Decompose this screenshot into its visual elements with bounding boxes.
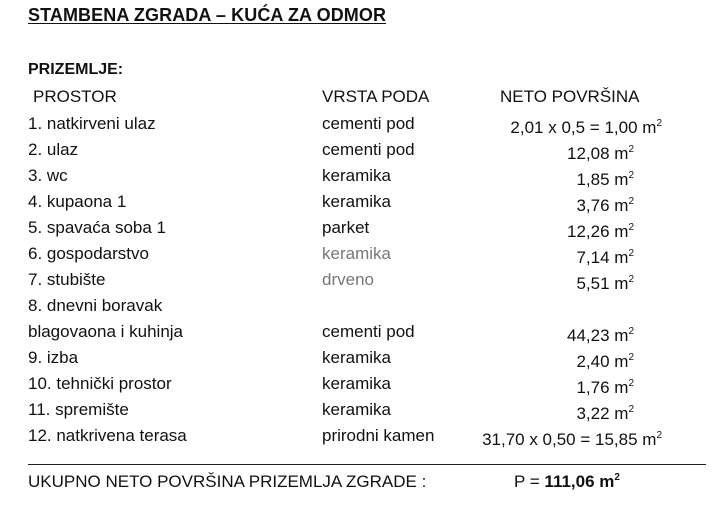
net-area: 1,85 $m^2$ — [576, 170, 634, 189]
net-area: 1,76 $m^2$ — [576, 378, 634, 397]
table-row — [0, 425, 726, 451]
floor-type: prirodni kamen — [322, 426, 435, 445]
room-name: 7. stubište — [28, 270, 106, 289]
header-net-area: NETO POVRŠINA — [500, 87, 640, 106]
room-name: 3. wc — [28, 166, 68, 185]
room-name: 1. natkirveni ulaz — [28, 114, 156, 133]
table-row — [0, 243, 726, 269]
header-room: PROSTOR — [33, 87, 117, 106]
net-area: 7,14 $m^2$ — [576, 248, 634, 267]
room-name: 12. natkrivena terasa — [28, 426, 187, 445]
floor-type: cementi pod — [322, 140, 415, 159]
table-row — [0, 295, 726, 321]
floor-type: keramika — [322, 192, 391, 211]
table-row — [0, 347, 726, 373]
total-prefix: P = — [514, 472, 540, 491]
total-value — [514, 472, 620, 492]
floor-type: keramika — [322, 374, 391, 393]
table-row — [0, 139, 726, 165]
net-area: 12,08 $m^2$ — [567, 144, 634, 163]
room-name: 9. izba — [28, 348, 79, 367]
room-name: blagovaona i kuhinja — [28, 322, 184, 341]
total-area: 111,06 $m^2$ — [544, 472, 620, 491]
net-area: 3,76 $m^2$ — [576, 196, 634, 215]
table-row — [0, 321, 726, 347]
divider-line — [28, 464, 706, 465]
floor-type: keramika — [322, 244, 391, 263]
room-name: 10. tehnički prostor — [28, 374, 172, 393]
section-heading: PRIZEMLJE: — [28, 61, 124, 78]
room-name: 4. kupaona 1 — [28, 192, 127, 211]
floor-type: keramika — [322, 166, 391, 185]
table-row — [0, 191, 726, 217]
floor-type: keramika — [322, 348, 391, 367]
net-area: 31,70 x 0,50 = 15,85 $m^2$ — [482, 430, 662, 449]
room-name: 11. spremište — [28, 400, 129, 419]
net-area: 3,22 $m^2$ — [576, 404, 634, 423]
net-area: 12,26 $m^2$ — [567, 222, 634, 241]
table-row — [0, 269, 726, 295]
header-floor-type: VRSTA PODA — [322, 87, 430, 106]
table-row — [0, 399, 726, 425]
floor-type: cementi pod — [322, 322, 415, 341]
net-area: 2,01 x 0,5 = 1,00 $m^2$ — [510, 118, 662, 137]
room-name: 2. ulaz — [28, 140, 79, 159]
net-area: 5,51 $m^2$ — [576, 274, 634, 293]
table-row — [0, 217, 726, 243]
table-row — [0, 373, 726, 399]
room-name: 8. dnevni boravak — [28, 296, 163, 315]
floor-type: drveno — [322, 270, 374, 289]
floor-type: cementi pod — [322, 114, 415, 133]
room-name: 6. gospodarstvo — [28, 244, 149, 263]
table-row — [0, 113, 726, 139]
total-label: UKUPNO NETO POVRŠINA PRIZEMLJA ZGRADE : — [28, 472, 427, 491]
net-area: 2,40 $m^2$ — [576, 352, 634, 371]
floor-type: keramika — [322, 400, 391, 419]
room-name: 5. spavaća soba 1 — [28, 218, 166, 237]
net-area: 44,23 $m^2$ — [567, 326, 634, 345]
document-title: STAMBENA ZGRADA – KUĆA ZA ODMOR — [28, 5, 387, 25]
table-row — [0, 165, 726, 191]
floor-type: parket — [322, 218, 370, 237]
